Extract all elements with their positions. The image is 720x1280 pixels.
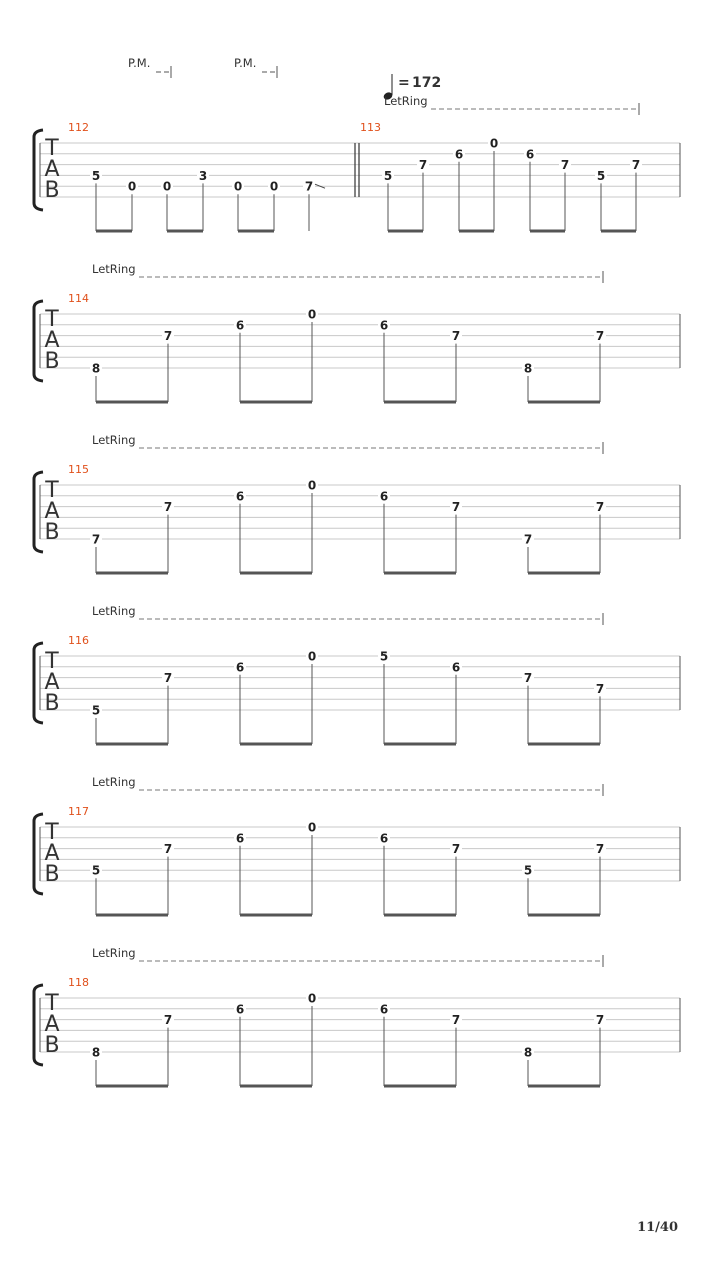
fret-number: 7	[163, 671, 173, 686]
fret-number: 8	[523, 1045, 533, 1060]
fret-number: 0	[269, 179, 279, 194]
fret-number: 5	[596, 168, 606, 183]
fret-number: 7	[451, 500, 461, 515]
palm-mute-label: P.M.	[234, 56, 257, 70]
measure-number: 114	[68, 292, 89, 305]
fret-number: 8	[91, 361, 101, 376]
measure-number: 115	[68, 463, 89, 476]
measure-number: 113	[360, 121, 381, 134]
fret-number: 0	[307, 649, 317, 664]
tab-staff	[34, 56, 680, 231]
fret-number: 7	[163, 500, 173, 515]
tab-clef-letter: T	[45, 478, 59, 503]
fret-number: 6	[379, 318, 389, 333]
fret-number: 7	[595, 842, 605, 857]
measure-number: 117	[68, 805, 89, 818]
tab-clef-letter: A	[44, 499, 60, 524]
fret-number: 6	[235, 660, 245, 675]
fret-number: 6	[379, 831, 389, 846]
tab-clef-letter: B	[44, 691, 60, 716]
tab-clef-letter: B	[44, 178, 60, 203]
system-bracket	[34, 643, 43, 723]
let-ring-label: LetRing	[92, 946, 136, 960]
fret-number: 7	[163, 1013, 173, 1028]
fret-number: 6	[235, 831, 245, 846]
tab-clef-letter: A	[44, 328, 60, 353]
fret-number: 3	[198, 168, 208, 183]
tab-clef-letter: A	[44, 841, 60, 866]
system-bracket	[34, 814, 43, 894]
tab-clef-letter: T	[45, 307, 59, 332]
fret-number: 5	[91, 703, 101, 718]
system-bracket	[34, 985, 43, 1065]
fret-number: 6	[525, 147, 535, 162]
fret-number: 7	[560, 158, 570, 173]
tab-clef-letter: T	[45, 649, 59, 674]
fret-number: 7	[595, 500, 605, 515]
fret-number: 7	[523, 532, 533, 547]
fret-number: 7	[595, 681, 605, 696]
tab-clef-letter: A	[44, 157, 60, 182]
let-ring-label: LetRing	[92, 433, 136, 447]
fret-number: 0	[489, 136, 499, 151]
tab-clef-letter: T	[45, 820, 59, 845]
fret-number: 5	[379, 649, 389, 664]
measure-number: 112	[68, 121, 89, 134]
fret-number: 7	[523, 671, 533, 686]
fret-number: 7	[163, 329, 173, 344]
tab-staff	[34, 946, 680, 1086]
fret-number: 6	[454, 147, 464, 162]
measure-number: 118	[68, 976, 89, 989]
fret-number: 6	[379, 489, 389, 504]
fret-number: 5	[91, 863, 101, 878]
fret-number: 8	[523, 361, 533, 376]
fret-number: 0	[307, 478, 317, 493]
palm-mute-label: P.M.	[128, 56, 151, 70]
tab-staff	[34, 604, 680, 744]
fret-number: 5	[91, 168, 101, 183]
tab-staff	[34, 775, 680, 915]
fret-number: 0	[307, 991, 317, 1006]
let-ring-label: LetRing	[92, 604, 136, 618]
fret-number: 6	[235, 318, 245, 333]
fret-number: 0	[233, 179, 243, 194]
tab-clef-letter: A	[44, 1012, 60, 1037]
let-ring-label: LetRing	[384, 94, 428, 108]
fret-number: 7	[595, 1013, 605, 1028]
fret-number: 6	[379, 1002, 389, 1017]
fret-number: 5	[383, 168, 393, 183]
page-number: 11/40	[637, 1220, 678, 1235]
let-ring-label: LetRing	[92, 262, 136, 276]
fret-number: 7	[451, 329, 461, 344]
fret-number: 6	[235, 489, 245, 504]
tab-clef-letter: T	[45, 136, 59, 161]
tab-clef-letter: T	[45, 991, 59, 1016]
system-bracket	[34, 130, 43, 210]
fret-number: 0	[307, 307, 317, 322]
fret-number: 6	[451, 660, 461, 675]
fret-number: 7	[91, 532, 101, 547]
fret-number: 7	[304, 179, 314, 194]
system-bracket	[34, 301, 43, 381]
fret-number: 5	[523, 863, 533, 878]
fret-number: 7	[631, 158, 641, 173]
fret-number: 7	[418, 158, 428, 173]
fret-number: 7	[451, 1013, 461, 1028]
system-bracket	[34, 472, 43, 552]
fret-number: 0	[162, 179, 172, 194]
fret-number: 7	[451, 842, 461, 857]
tab-clef-letter: B	[44, 349, 60, 374]
tempo-value: 172	[412, 75, 442, 91]
fret-number: 0	[127, 179, 137, 194]
tempo-equals: =	[398, 75, 410, 91]
tab-clef-letter: B	[44, 1033, 60, 1058]
tab-clef-letter: B	[44, 520, 60, 545]
tab-clef-letter: B	[44, 862, 60, 887]
measure-number: 116	[68, 634, 89, 647]
tab-staff	[34, 262, 680, 402]
fret-number: 7	[163, 842, 173, 857]
fret-number: 7	[595, 329, 605, 344]
let-ring-label: LetRing	[92, 775, 136, 789]
fret-number: 6	[235, 1002, 245, 1017]
fret-number: 8	[91, 1045, 101, 1060]
tab-staff	[34, 433, 680, 573]
tab-clef-letter: A	[44, 670, 60, 695]
fret-number: 0	[307, 820, 317, 835]
